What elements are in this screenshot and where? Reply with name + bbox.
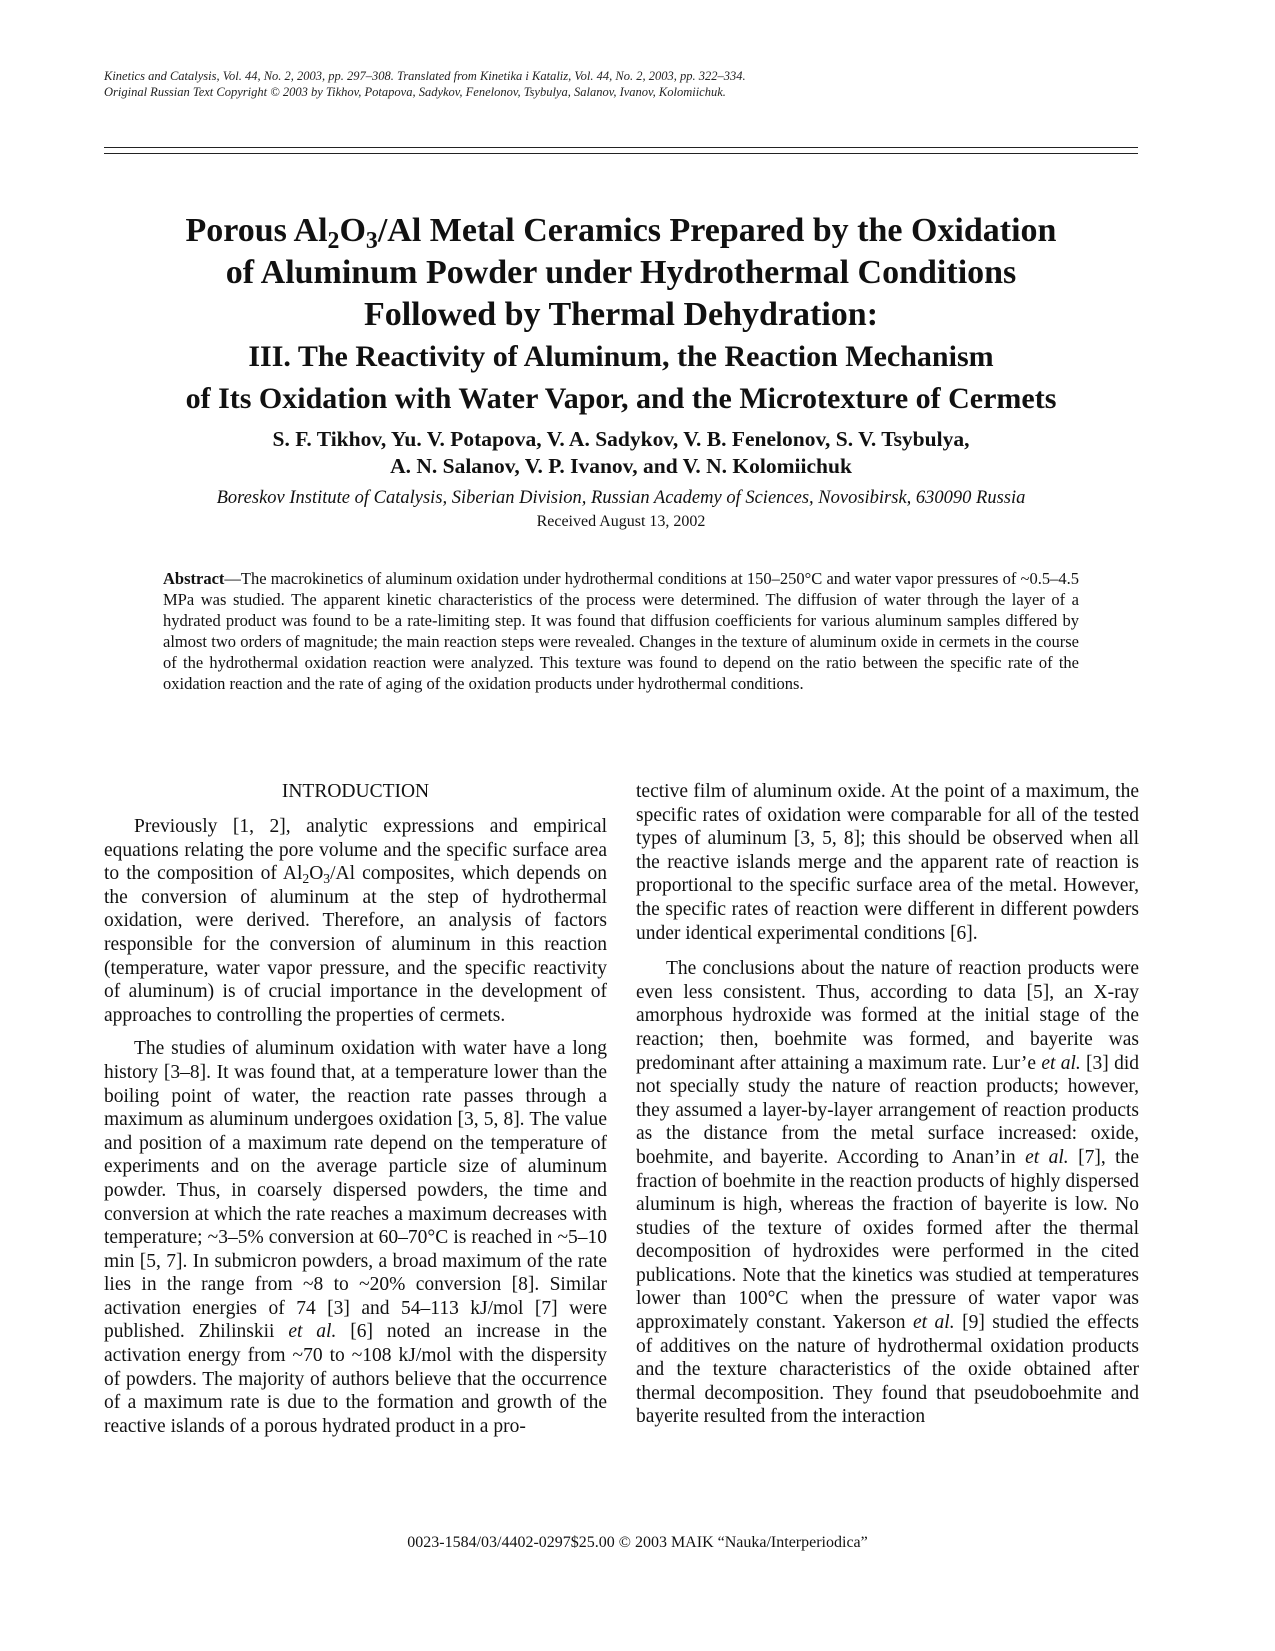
column-left bbox=[104, 780, 607, 1438]
affiliation: Boreskov Institute of Catalysis, Siberian Division, Russian Academy of Sciences, Novosibirsk, 630090 Russia bbox=[216, 488, 1026, 508]
title-block bbox=[104, 210, 1138, 533]
paragraph: The studies of aluminum oxidation with water have a long history [3–8]. It was found that, at a temperature lower than the boiling point of water, the reaction rate passes through a maximum as aluminum undergoes oxidation [3, 5, 8]. The value and position of a maximum rate depend on the temperature of experiments and on the average particle size of aluminum powder. Thus, in coarsely dispersed powders, the time and conversion at which the rate reaches a maximum decreases with temperature; ~3–5% conversion at 60–70°C is reached in ~5–10 min [5, 7]. In submicron powders, a broad maximum of the rate lies in the range from ~8 to ~20% conversion [8]. Similar activation energies of 74 [3] and 54–113 kJ/mol [7] were published. Zhilinskii et al. [6] noted an increase in the activation energy from ~70 to ~108 kJ/mol with the dispersity of powders. The majority of authors believe that the occurrence of a maximum rate is due to the formation and growth of the reactive islands of a porous hydrated product in a pro- bbox=[104, 1038, 608, 1437]
paragraph: Previously [1, 2], analytic expressions and empirical equations relating the pore volume and the specific surface area to the composition of $Al_2O_3/Al$ composites, which depends on the conversion of aluminum at the step of hydrothermal oxidation, were derived. Therefore, an analysis of factors responsible for the conversion of aluminum in this reaction (temperature, water vapor pressure, and the specific reactivity of aluminum) is of crucial importance in the development of approaches to controlling the properties of cermets. bbox=[104, 816, 608, 1026]
author-list: S. F. Tikhov, Yu. V. Potapova, V. A. Sadykov, V. B. Fenelonov, S. V. Tsybulya, A. N. Salanov, V. P. Ivanov, and V. N. Kolomiichuk bbox=[272, 427, 970, 478]
journal-header bbox=[104, 68, 1164, 100]
header-rule-top bbox=[104, 147, 1138, 148]
paragraph: tective film of aluminum oxide. At the point of a maximum, the specific rates of oxidation were comparable for all of the tested types of aluminum [3, 5, 8]; this should be observed when all the reactive islands merge and the apparent rate of reaction is proportional to the specific surface area of the metal. However, the specific rates of reaction were different in different powders under identical experimental conditions [6]. bbox=[636, 781, 1139, 944]
abstract bbox=[163, 568, 1079, 694]
header-rule-bottom bbox=[104, 153, 1138, 154]
paper-title: Porous $Al_2O_3/Al$ Metal Ceramics Prepared by the Oxidation bbox=[185, 212, 1057, 255]
footer-copyright: 0023-1584/03/4402-0297$25.00 © 2003 MAIK “Nauka/Interperiodica” bbox=[407, 1534, 868, 1551]
paper-title-line2: of Aluminum Powder under Hydrothermal Conditions bbox=[225, 254, 1017, 291]
abstract-label: Abstract bbox=[163, 569, 225, 588]
paragraph: The conclusions about the nature of reaction products were even less consistent. Thus, according to data [5], an X-ray amorphous hydroxide was formed at the initial stage of the reaction; then, boehmite was formed, and bayerite was predominant after attaining a maximum rate. Lur’e et al. [3] did not specially study the nature of reaction products; however, they assumed a layer-by-layer arrangement of reaction products as the distance from the metal surface increased: oxide, boehmite, and bayerite. According to Anan’in et al. [7], the fraction of boehmite in the reaction products of highly dispersed aluminum is high, whereas the fraction of bayerite is low. No studies of the texture of oxides formed after the thermal decomposition of hydroxides were performed in the cited publications. Note that the kinetics was studied at temperatures lower than 100°C when the pressure of water vapor was approximately constant. Yakerson et al. [9] studied the effects of additives on the nature of hydrothermal oxidation products and the texture characteristics of the oxide obtained after thermal decomposition. They found that pseudoboehmite and bayerite resulted from the interaction bbox=[636, 958, 1140, 1428]
header-citation: Kinetics and Catalysis, Vol. 44, No. 2, 2003, pp. 297–308. Translated from Kinetika i Kataliz, Vol. 44, No. 2, 2003, pp. 322–334. bbox=[104, 69, 746, 83]
paper-subtitle-line1: III. The Reactivity of Aluminum, the Reaction Mechanism bbox=[248, 340, 994, 373]
column-right bbox=[636, 780, 1139, 1429]
section-heading-introduction: INTRODUCTION bbox=[281, 781, 430, 802]
header-copyright: Original Russian Text Copyright © 2003 by Tikhov, Potapova, Sadykov, Fenelonov, Tsybulya, Salanov, Ivanov, Kolomiichuk. bbox=[104, 85, 726, 99]
paper-title-line3: Followed by Thermal Dehydration: bbox=[363, 296, 879, 333]
abstract-text: —The macrokinetics of aluminum oxidation under hydrothermal conditions at 150–250°C and water vapor pressures of ~0.5–4.5 MPa was studied. The apparent kinetic characteristics of the process were determined. The diffusion of water through the layer of a hydrated product was found to be a rate-limiting step. It was found that diffusion coefficients for various aluminum samples differed by almost two orders of magnitude; the main reaction steps were revealed. Changes in the texture of aluminum oxide in cermets in the course of the hydrothermal oxidation reaction were analyzed. This texture was found to depend on the ratio between the specific rate of the oxidation reaction and the rate of aging of the oxidation products under hydrothermal conditions. bbox=[163, 569, 1079, 693]
received-date: Received August 13, 2002 bbox=[536, 513, 706, 530]
paper-subtitle-line2: of Its Oxidation with Water Vapor, and the Microtexture of Cermets bbox=[185, 382, 1057, 415]
